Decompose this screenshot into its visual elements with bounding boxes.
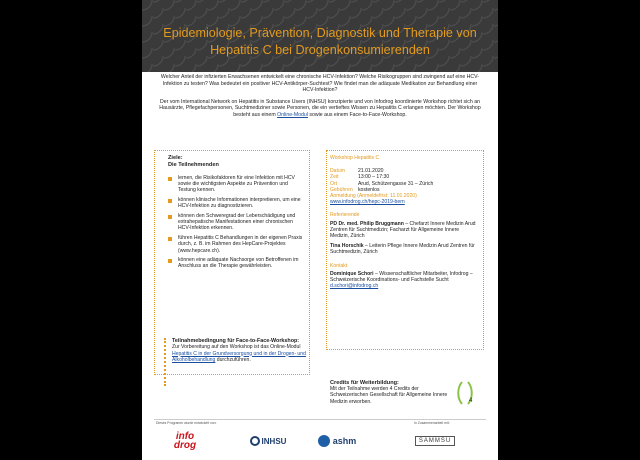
footer-developed-by: Dieses Programm wurde entwickelt von: bbox=[156, 421, 217, 425]
intro-paragraph-2 bbox=[156, 99, 484, 119]
inhsu-logo-text: INHSU bbox=[261, 436, 287, 446]
intro-paragraph-1: Welcher Anteil der infizierten Erwachsenen entwickelt eine chronische HCV-Infektion? Welche Risikogruppen sind zwingend auf eine HCV-Infektion zu testen? Was bedeutet ein positiver HCV-Antikörper-Suchtest? Wie findet man die adäquate Medikation zur Behandlung einer HCV-Infektion? bbox=[160, 74, 480, 94]
footer-in-collaboration: In Zusammenarbeit mit: bbox=[414, 421, 450, 425]
contact-name: Dominique Schori bbox=[330, 270, 374, 277]
contact-heading: Kontakt bbox=[330, 262, 348, 269]
detail-key: Ort bbox=[330, 180, 338, 187]
inhsu-logo-mark bbox=[250, 436, 260, 446]
intro-text bbox=[156, 74, 484, 124]
flyer-page bbox=[142, 0, 498, 460]
credits-count: 4 bbox=[469, 398, 473, 404]
infodrog-logo-info: info bbox=[175, 431, 195, 442]
speaker-role: – Leiterin Pflege Innere Medizin Arud Zentren für Suchtmedizin, Zürich bbox=[330, 243, 475, 256]
speakers-heading: Referierende bbox=[330, 212, 360, 219]
condition-text bbox=[172, 344, 306, 362]
page-title: Epidemiologie, Prävention, Diagnostik und Therapie von Hepatitis C bei Drogenkonsumierenden bbox=[163, 26, 477, 57]
condition-text-b: durchzuführen. bbox=[215, 356, 251, 363]
speakers bbox=[330, 212, 478, 255]
detail-value: 21.01.2020 bbox=[358, 168, 384, 175]
speaker-2 bbox=[330, 243, 478, 255]
goal-item: lernen, die Risikofaktoren für eine Infektion mit HCV sowie die wichtigsten Aspekte zu Prävention und Testung kennen. bbox=[168, 175, 304, 194]
speaker-1 bbox=[330, 221, 478, 240]
contact-role: – Wissenschaftlicher Mitarbeiter, Infodrog – Schweizerische Koordinations- und Fachstelle Sucht bbox=[330, 270, 473, 284]
contact-person bbox=[330, 271, 478, 283]
contact-email-link[interactable]: d.schori@infodrog.ch bbox=[330, 283, 379, 290]
intro-p2-end: sowie aus einem Face-to-Face-Workshop. bbox=[307, 111, 407, 118]
detail-value: Arud, Schützengasse 31 – Zürich bbox=[358, 180, 434, 187]
goals-subtitle: Die Teilnehmenden bbox=[168, 162, 219, 168]
workshop-details bbox=[330, 168, 478, 205]
condition-text-a: Zur Vorbereitung auf den Workshop ist das Online-Modul bbox=[172, 344, 301, 351]
goals-list bbox=[168, 175, 304, 273]
workshop-heading: Workshop Hepatitis C bbox=[330, 155, 380, 161]
registration-link[interactable]: www.infodrog.ch/hepc-2019-bern bbox=[330, 199, 405, 206]
sammsu-logo-text: SAMMSU bbox=[415, 436, 455, 446]
ashm-logo-mark bbox=[318, 435, 330, 447]
credits-text: Mit der Teilnahme werden 4 Credits der Schweizerischen Gesellschaft für Allgemeine Innere Medizin erworben. bbox=[330, 386, 448, 405]
workshop-info bbox=[330, 155, 478, 289]
goal-item: führen Hepatitis C Behandlungen in der eigenen Praxis durch, z. B. im Rahmen des HepCare-Projektes (www.hepcare.ch). bbox=[168, 235, 304, 254]
inhsu-logo bbox=[246, 427, 290, 455]
goals-heading bbox=[168, 155, 219, 169]
intro-p2-text: Der vom International Network on Hepatitis in Substance Users (INHSU) konzipierte und von Infodrog koordinierte Workshop richtet sich an Hausärzte, Pflegefachpersonen, Suchtmediziner sowie Personen, die ein vertieftes Wissen zu Hepatitis C erlangen möchten. Der Workshop besteht aus einem bbox=[159, 98, 481, 118]
goals-title: Ziele: bbox=[168, 155, 183, 161]
detail-value: kostenlos bbox=[358, 186, 380, 193]
condition-title: Teilnahmebedingung für Face-to-Face-Workshop: bbox=[172, 338, 300, 344]
detail-key: Zeit bbox=[330, 174, 339, 181]
online-module-course-link[interactable]: Hepatitis C in der Grundversorgung und in der Drogen- und Alkoholbehandlung bbox=[172, 350, 306, 363]
goal-item: können eine adäquate Nachsorge von Betroffenen im Anschluss an die Therapie gewährleisten. bbox=[168, 257, 304, 269]
ashm-logo-text: ashm bbox=[332, 436, 357, 446]
header-banner bbox=[142, 0, 498, 72]
speaker-name: Tina Horschik bbox=[330, 243, 364, 250]
sammsu-logo bbox=[410, 427, 460, 455]
detail-key: Gebühren bbox=[330, 186, 353, 193]
online-module-link[interactable]: Online-Modul bbox=[277, 111, 308, 118]
infodrog-logo bbox=[158, 427, 212, 455]
goal-item: können den Schweregrad der Leberschädigung und extrahepatische Manifestationen einer chronischen HCV-Infektion erkennen. bbox=[168, 213, 304, 232]
speaker-role: – Chefarzt Innere Medizin Arud Zentren für Suchtmedizin; Facharzt für Allgemeine Innere Medizin, Zürich bbox=[330, 220, 476, 240]
credits-badge-icon bbox=[454, 380, 478, 408]
infodrog-logo-drog: drog bbox=[173, 440, 197, 451]
speaker-name: PD Dr. med. Philip Bruggmann bbox=[330, 220, 404, 227]
participation-condition bbox=[164, 338, 306, 386]
footer-divider bbox=[154, 419, 486, 420]
credits-title: Credits für Weiterbildung: bbox=[330, 380, 399, 386]
registration-label: Anmeldung (Anmeldefrist: 11.01.2020) bbox=[330, 193, 417, 200]
goal-item: können klinische Informationen interpretieren, um eine HCV-Infektion zu diagnostizieren. bbox=[168, 197, 304, 209]
detail-value: 13:00 – 17:30 bbox=[358, 174, 390, 181]
ashm-logo bbox=[312, 427, 362, 455]
contact bbox=[330, 263, 478, 290]
detail-key: Datum bbox=[330, 168, 346, 175]
credits-section bbox=[330, 380, 448, 405]
